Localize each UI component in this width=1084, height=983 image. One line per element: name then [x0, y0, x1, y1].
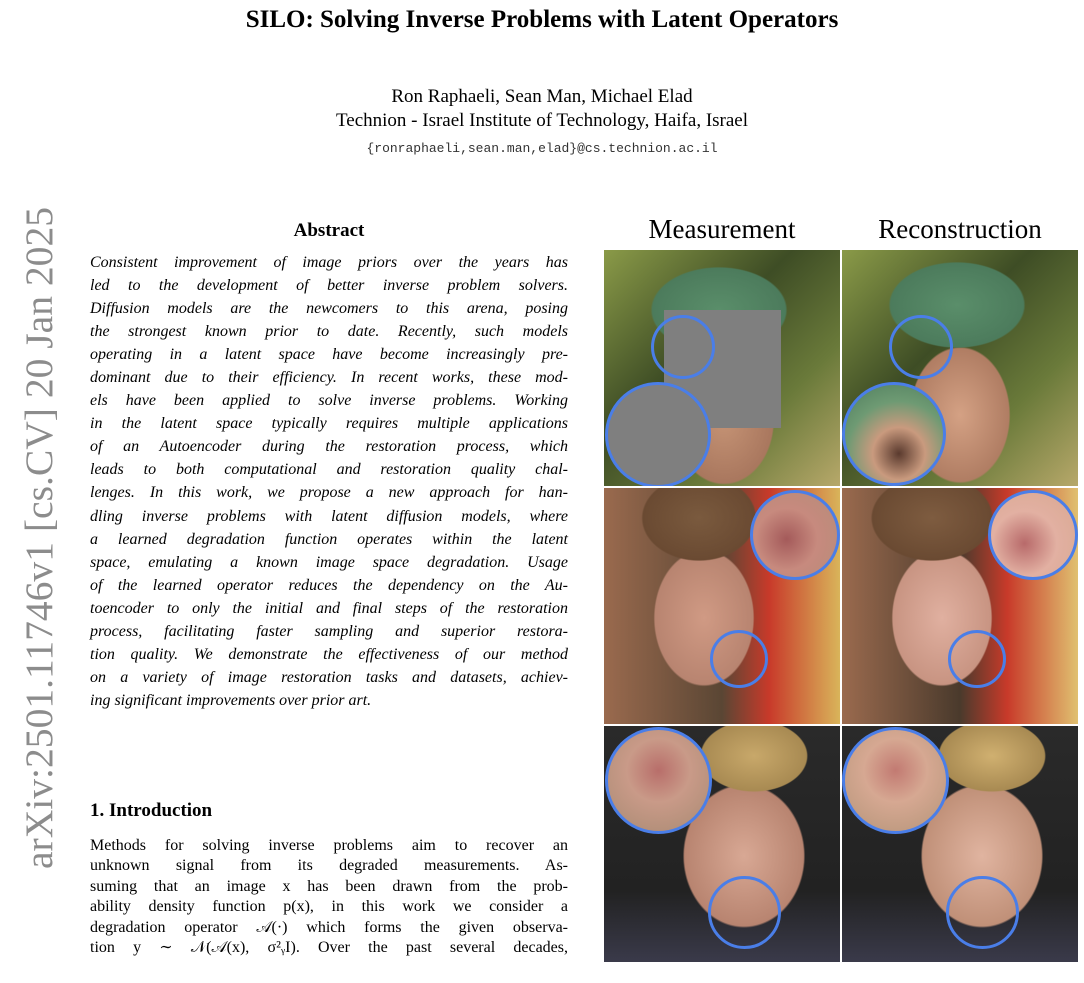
zoom-circle-small — [889, 315, 953, 379]
abstract-line: operating in a latent space have become increasingly pre- — [90, 346, 568, 364]
zoom-circle-large — [605, 727, 712, 834]
figure-measurement-2 — [604, 488, 840, 724]
zoom-circle-large — [842, 727, 949, 834]
figure-reconstruction-1 — [842, 250, 1078, 486]
zoom-circle-large — [988, 490, 1078, 580]
zoom-circle-small — [708, 876, 781, 949]
abstract-line: a learned degradation function operates within the latent — [90, 530, 568, 548]
abstract-line: of an Autoencoder during the restoration process, which — [90, 438, 568, 456]
abstract-line: toencoder to only the initial and final steps of the restoration — [90, 599, 568, 617]
abstract-line: on a variety of image restoration tasks and datasets, achiev- — [90, 668, 568, 686]
abstract-line: of the learned operator reduces the dependency on the Au- — [90, 576, 568, 594]
abstract-line: ing significant improvements over prior art. — [90, 691, 372, 709]
abstract-line: tion quality. We demonstrate the effectiveness of our method — [90, 645, 568, 663]
abstract-line: space, emulating a known image space degradation. Usage — [90, 553, 568, 571]
intro-line: degradation operator 𝒜(·) which forms the given observa- — [90, 918, 568, 936]
abstract-line: els have been applied to solve inverse problems. Working — [90, 392, 568, 410]
abstract-heading: Abstract — [293, 220, 365, 241]
abstract-line: lenges. In this work, we propose a new approach for han- — [90, 484, 568, 502]
abstract-line: leads to both computational and restoration quality chal- — [90, 461, 568, 479]
zoom-circle-small — [710, 630, 768, 688]
column-heading-reconstruction: Reconstruction — [878, 214, 1042, 244]
intro-line: ability density function p(x), in this work we consider a — [90, 898, 568, 916]
zoom-circle-small — [948, 630, 1006, 688]
zoom-circle-large — [605, 382, 711, 486]
intro-line: suming that an image x has been drawn from the prob- — [90, 877, 568, 895]
intro-line: tion y ∼ 𝒩(𝒜(x), σ²ᵧI). Over the past several decades, — [90, 939, 568, 957]
arxiv-stamp — [8, 205, 68, 870]
abstract-line: Consistent improvement of image priors over the years has — [90, 254, 568, 271]
arxiv-id: arXiv:2501.11746v1 [cs.CV] 20 Jan 2025 — [18, 216, 61, 869]
zoom-circle-small — [946, 876, 1019, 949]
figure-measurement-1 — [604, 250, 840, 486]
intro-line: unknown signal from its degraded measurements. As- — [90, 857, 568, 875]
abstract-body — [90, 251, 568, 712]
abstract-line: in the latent space typically requires multiple applications — [90, 415, 568, 433]
figure-reconstruction-2 — [842, 488, 1078, 724]
abstract-line: Diffusion models are the newcomers to this arena, posing — [90, 300, 568, 318]
intro-line: Methods for solving inverse problems aim to recover an — [90, 837, 568, 854]
zoom-circle-large — [842, 382, 946, 486]
authors: Ron Raphaeli, Sean Man, Michael Elad — [391, 86, 693, 107]
abstract-line: process, facilitating faster sampling and superior restora- — [90, 622, 568, 640]
abstract-line: dominant due to their efficiency. In recent works, these mod- — [90, 369, 568, 387]
paper-title: SILO: Solving Inverse Problems with Latent Operators — [245, 6, 839, 33]
email: {ronraphaeli,sean.man,elad}@cs.technion.ac.il — [366, 141, 718, 156]
introduction-body — [90, 836, 568, 958]
affiliation: Technion - Israel Institute of Technology, Haifa, Israel — [335, 110, 749, 131]
section-heading-introduction: 1. Introduction — [90, 800, 213, 821]
abstract-line: led to the development of better inverse problem solvers. — [90, 277, 568, 295]
figure-measurement-3 — [604, 726, 840, 962]
abstract-line: dling inverse problems with latent diffusion models, where — [90, 507, 568, 525]
figure-reconstruction-3 — [842, 726, 1078, 962]
zoom-circle-large — [750, 490, 840, 580]
abstract-line: the strongest known prior to date. Recently, such models — [90, 323, 568, 341]
column-heading-measurement: Measurement — [648, 214, 796, 244]
zoom-circle-small — [651, 315, 715, 379]
